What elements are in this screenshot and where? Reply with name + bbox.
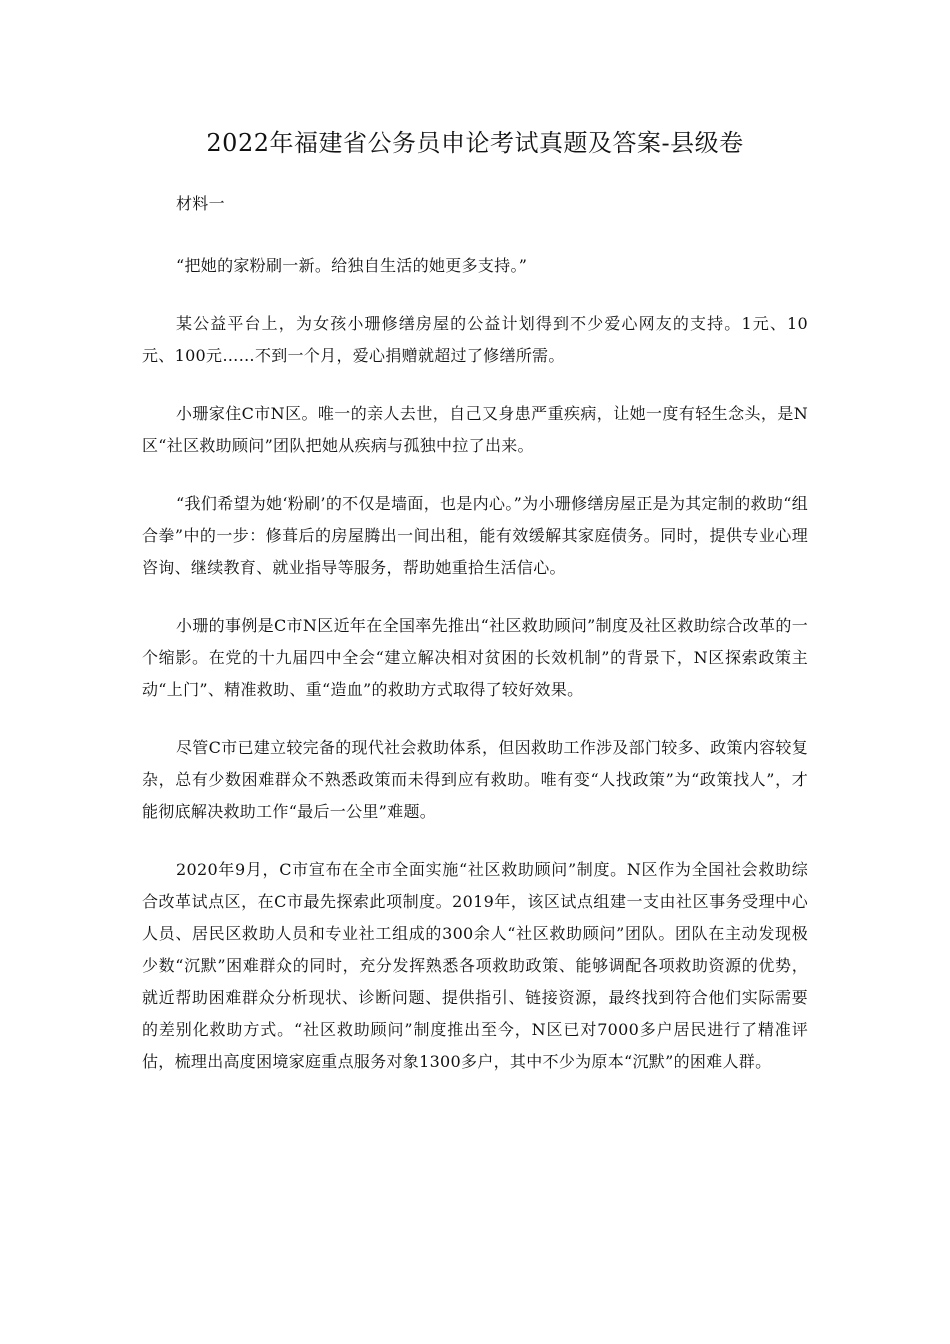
paragraph: 2020年9月，C市宣布在全市全面实施“社区救助顾问”制度。N区作为全国社会救助综合改革试点区，在C市最先探索此项制度。2019年，该区试点组建一支由社区事务受理中心人员、居民区救助人员和专业社工组成的300余人“社区救助顾问”团队。团队在主动发现极少数“沉默”困难群众的同时，充分发挥熟悉各项救助政策、能够调配各项救助资源的优势，就近帮助困难群众分析现状、诊断问题、提供指引、链接资源，最终找到符合他们实际需要的差别化救助方式。“社区救助顾问”制度推出至今，N区已对7000多户居民进行了精准评估，梳理出高度困境家庭重点服务对象1300多户，其中不少为原本“沉默”的困难人群。 — [142, 860, 808, 1071]
paragraph: 小珊家住C市N区。唯一的亲人去世，自己又身患严重疾病，让她一度有轻生念头，是N区“社区救助顾问”团队把她从疾病与孤独中拉了出来。 — [142, 404, 808, 455]
document-body — [142, 188, 808, 1104]
paragraph: “我们希望为她‘粉刷’的不仅是墙面，也是内心。”为小珊修缮房屋正是为其定制的救助“组合拳”中的一步：修葺后的房屋腾出一间出租，能有效缓解其家庭债务。同时，提供专业心理咨询、继续教育、就业指导等服务，帮助她重拾生活信心。 — [142, 494, 808, 577]
paragraph: 尽管C市已建立较完备的现代社会救助体系，但因救助工作涉及部门较多、政策内容较复杂，总有少数困难群众不熟悉政策而未得到应有救助。唯有变“人找政策”为“政策找人”，才能彻底解决救助工作“最后一公里”难题。 — [142, 738, 808, 821]
paragraph: 某公益平台上，为女孩小珊修缮房屋的公益计划得到不少爱心网友的支持。1元、10元、100元……不到一个月，爱心捐赠就超过了修缮所需。 — [142, 314, 808, 365]
paragraph: 小珊的事例是C市N区近年在全国率先推出“社区救助顾问”制度及社区救助综合改革的一个缩影。在党的十九届四中全会“建立解决相对贫困的长效机制”的背景下，N区探索政策主动“上门”、精准救助、重“造血”的救助方式取得了较好效果。 — [142, 616, 808, 699]
section-label: 材料一 — [176, 194, 225, 213]
document-title: 2022年福建省公务员申论考试真题及答案-县级卷 — [206, 129, 744, 157]
paragraph: “把她的家粉刷一新。给独自生活的她更多支持。” — [176, 256, 528, 275]
